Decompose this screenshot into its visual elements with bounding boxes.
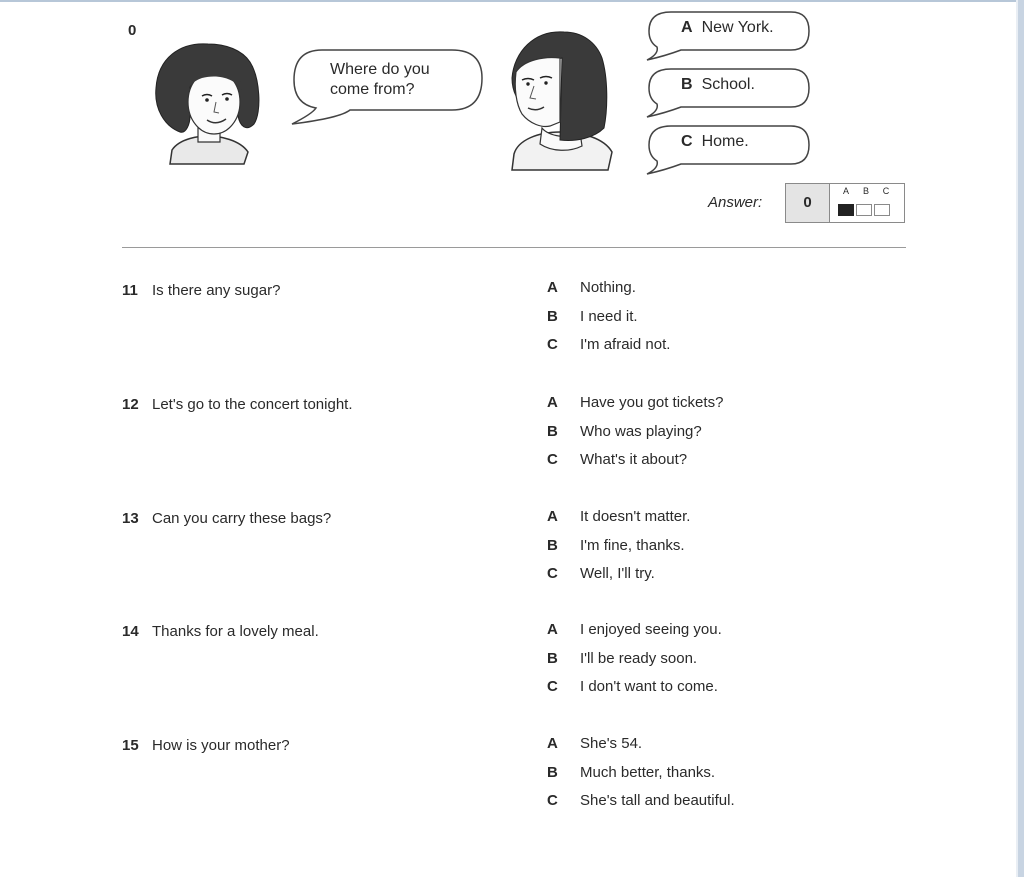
choices-13: [547, 507, 690, 593]
choice-text: I'm fine, thanks.: [580, 536, 685, 554]
question-13: [122, 510, 331, 527]
answer-number: 0: [786, 184, 830, 222]
choice-15-a[interactable]: [547, 734, 735, 763]
question-text: Thanks for a lovely meal.: [152, 623, 319, 640]
window-top-edge: [0, 0, 1024, 2]
question-number: 13: [122, 510, 139, 527]
choice-text: What's it about?: [580, 451, 688, 468]
answer-cell-a[interactable]: [838, 204, 854, 216]
answer-letter-c: C: [882, 186, 890, 196]
speech-line-2: come from?: [330, 81, 415, 98]
choice-text: Who was playing?: [580, 422, 702, 440]
choice-letter: C: [547, 336, 558, 353]
answer-label: Answer:: [708, 194, 763, 211]
choice-text: I don't want to come.: [580, 678, 718, 695]
choice-letter: B: [547, 649, 558, 667]
choice-letter: B: [547, 536, 558, 554]
answer-cell-c[interactable]: [874, 204, 890, 216]
question-text: Is there any sugar?: [152, 282, 281, 299]
choice-text: I enjoyed seeing you.: [580, 621, 722, 638]
girl-illustration: [150, 38, 266, 170]
question-speech-bubble: [290, 48, 484, 130]
choice-13-a[interactable]: [547, 507, 690, 536]
choice-letter: B: [547, 422, 558, 440]
choice-13-c[interactable]: [547, 564, 690, 593]
answer-letter-b: B: [862, 186, 869, 196]
choice-letter: A: [547, 394, 558, 411]
choice-14-a[interactable]: [547, 620, 722, 649]
question-text: Can you carry these bags?: [152, 510, 332, 527]
choice-11-c[interactable]: [547, 335, 670, 364]
option-text: New York.: [701, 19, 774, 36]
question-number: 14: [122, 623, 139, 640]
question-14: [122, 623, 319, 640]
option-text: Home.: [701, 133, 749, 150]
choices-15: [547, 734, 735, 820]
choices-12: [547, 393, 723, 479]
speech-line-1: Where do you: [330, 61, 430, 78]
window-right-edge: [1018, 0, 1024, 877]
choice-letter: A: [547, 508, 558, 525]
question-number: 11: [122, 282, 138, 299]
choice-letter: A: [547, 279, 558, 296]
question-text: Let's go to the concert tonight.: [152, 396, 353, 413]
choices-11: [547, 278, 670, 364]
choice-text: Nothing.: [580, 279, 636, 296]
choice-text: Much better, thanks.: [580, 763, 716, 781]
choice-letter: A: [547, 621, 558, 638]
choice-letter: A: [547, 735, 558, 752]
choice-text: Well, I'll try.: [580, 565, 655, 582]
choice-14-c[interactable]: [547, 677, 722, 706]
woman-illustration: [504, 28, 622, 174]
question-12: [122, 396, 353, 413]
question-number: 12: [122, 396, 139, 413]
answer-cells: [838, 204, 892, 222]
option-letter: B: [681, 76, 693, 93]
option-text: School.: [701, 76, 755, 93]
choice-letter: B: [547, 307, 558, 325]
option-letter: C: [681, 133, 693, 150]
option-letter: A: [681, 19, 693, 36]
choice-11-b[interactable]: [547, 307, 670, 336]
question-number: 15: [122, 737, 139, 754]
answer-letters: [836, 186, 896, 196]
answer-cell-b[interactable]: [856, 204, 872, 216]
example-option-c-bubble: [645, 124, 811, 176]
example-option-b-bubble: [645, 67, 811, 119]
question-text: How is your mother?: [152, 737, 290, 754]
choice-text: She's 54.: [580, 735, 643, 752]
answer-letter-a: A: [842, 186, 849, 196]
choice-12-a[interactable]: [547, 393, 723, 422]
choice-text: It doesn't matter.: [580, 508, 691, 525]
example-option-a-bubble: [645, 10, 811, 62]
choices-14: [547, 620, 722, 706]
choice-text: I need it.: [580, 307, 638, 325]
choice-15-c[interactable]: [547, 791, 735, 820]
choice-text: Have you got tickets?: [580, 394, 724, 411]
choice-15-b[interactable]: [547, 763, 735, 792]
answer-box: [785, 183, 905, 223]
choice-text: I'm afraid not.: [580, 336, 671, 353]
example-number: 0: [128, 22, 137, 39]
choice-11-a[interactable]: [547, 278, 670, 307]
question-15: [122, 737, 290, 754]
choice-letter: C: [547, 678, 558, 695]
choice-letter: C: [547, 451, 558, 468]
choice-letter: C: [547, 565, 558, 582]
choice-text: She's tall and beautiful.: [580, 792, 735, 809]
section-divider: [122, 247, 906, 248]
choice-14-b[interactable]: [547, 649, 722, 678]
choice-letter: B: [547, 763, 558, 781]
choice-text: I'll be ready soon.: [580, 649, 698, 667]
question-11: [122, 282, 280, 299]
choice-13-b[interactable]: [547, 536, 690, 565]
choice-12-c[interactable]: [547, 450, 723, 479]
choice-12-b[interactable]: [547, 422, 723, 451]
choice-letter: C: [547, 792, 558, 809]
